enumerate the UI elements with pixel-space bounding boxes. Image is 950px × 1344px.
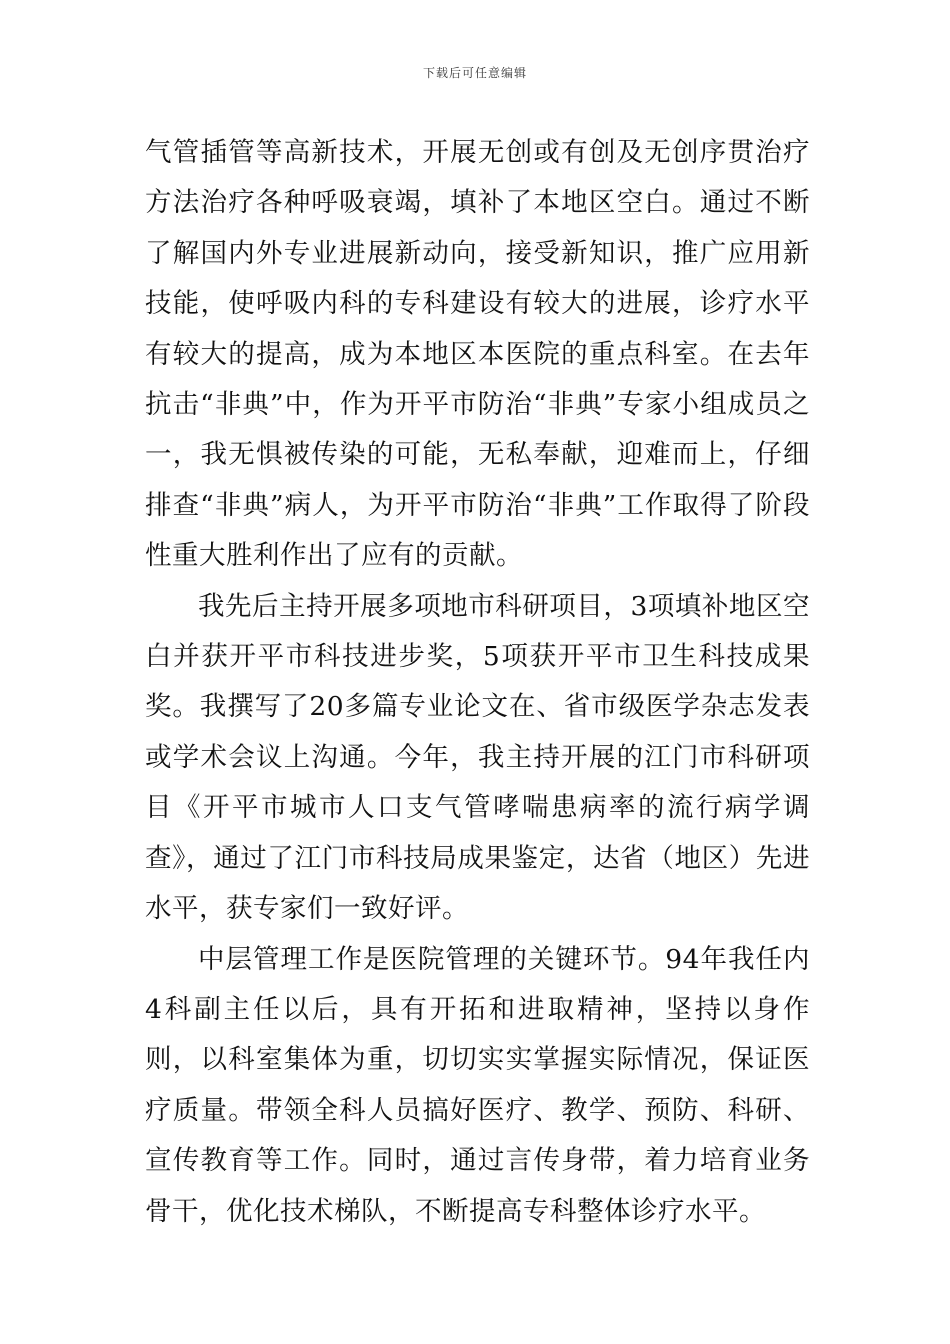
paragraph-3: 中层管理工作是医院管理的关键环节。94年我任内4科副主任以后，具有开拓和进取精神，坚持以身作则，以科室集体为重，切切实实掌握实际情况，保证医疗质量。带领全科人员搞好医疗、教学、预防、科研、宣传教育等工作。同时，通过言传身带，着力培育业务骨干，优化技术梯队，不断提高专科整体诊疗水平。: [145, 943, 810, 1227]
page-header: 下载后可任意编辑: [422, 66, 527, 80]
paragraph-2: 我先后主持开展多项地市科研项目，3项填补地区空白并获开平市科技进步奖，5项获开平市卫生科技成果奖。我撰写了20多篇专业论文在、省市级医学杂志发表或学术会议上沟通。今年，我主持开展的江门市科研项目《开平市城市人口支气管哮喘患病率的流行病学调查》，通过了江门市科技局成果鉴定，达省（地区）先进水平，获专家们一致好评。: [145, 590, 810, 925]
document-body: [145, 128, 810, 1237]
paragraph-1: 气管插管等高新技术，开展无创或有创及无创序贯治疗方法治疗各种呼吸衰竭，填补了本地区空白。通过不断了解国内外专业进展新动向，接受新知识，推广应用新技能，使呼吸内科的专科建设有较大的进展，诊疗水平有较大的提高，成为本地区本医院的重点科室。在去年抗击“非典”中，作为开平市防治“非典”专家小组成员之一，我无惧被传染的可能，无私奉献，迎难而上，仔细排查“非典”病人，为开平市防治“非典”工作取得了阶段性重大胜利作出了应有的贡献。: [145, 137, 810, 572]
